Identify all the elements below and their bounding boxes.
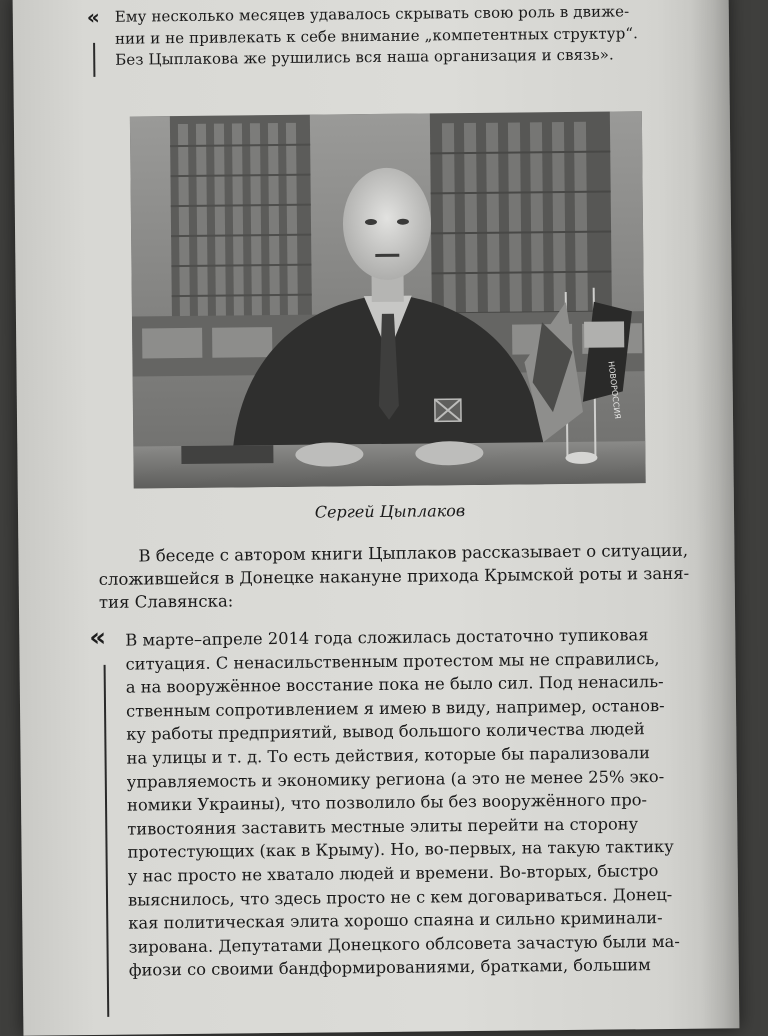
- photo-caption: Сергей Цыплаков: [314, 501, 466, 522]
- quote-line: Ему несколько месяцев удавалось скрывать свою роль в движе-: [114, 2, 630, 26]
- portrait-photo: [130, 111, 646, 488]
- paragraph-line: сложившейся в Донецке накануне прихода Крымской роты и заня-: [98, 563, 690, 589]
- quote-line: нии и не привлекать к себе внимание „компетентных структур“.: [114, 23, 639, 48]
- paragraph-line: тия Славянска:: [98, 591, 234, 612]
- quote-line: на улицы и т. д. То есть действия, которые бы парализовали: [126, 743, 650, 768]
- quote-mark-icon: «: [89, 622, 107, 654]
- quote-line: управляемость и экономику региона (а это не менее 25% эко-: [126, 766, 665, 792]
- quote-line: протестующих (как в Крыму). Но, во-первых, на такую тактику: [127, 837, 674, 862]
- quote-line: В марте–апреле 2014 года сложилась достаточно тупиковая: [125, 625, 649, 650]
- quote-rule: [93, 43, 95, 77]
- quote-line: ку работы предприятий, вывод большого количества людей: [126, 719, 645, 745]
- flag-text: НОВОРОССИЯ: [606, 360, 623, 420]
- quote-line: у нас просто не хватало людей и времени. Во-вторых, быстро: [127, 861, 659, 886]
- main-quote-block: [89, 622, 685, 983]
- quote-line: тивостояния заставить местные элиты перейти на сторону: [127, 814, 639, 839]
- book-page: [13, 0, 740, 1036]
- quote-line: номики Украины), что позволило бы без вооружённого про-: [126, 790, 648, 815]
- quote-mark-icon: «: [86, 4, 100, 30]
- quote-line: ситуация. С ненасильственным протестом мы не справились,: [125, 648, 660, 674]
- quote-rule: [104, 665, 110, 1017]
- quote-line: а на вооружённое восстание пока не было сил. Под ненасиль-: [125, 672, 664, 697]
- quote-line: фиози со своими бандформированиями, братками, большим: [128, 955, 651, 980]
- quote-line: Без Цыплакова же рушились вся наша организация и связь».: [115, 45, 614, 69]
- top-quote-block: [86, 1, 676, 71]
- quote-line: выяснилось, что здесь просто не с кем договариваться. Донец-: [127, 884, 673, 910]
- body-paragraph: [98, 539, 690, 614]
- quote-line: ственным сопротивлением я имею в виду, например, останов-: [125, 695, 665, 721]
- page-edge-shadow: [691, 0, 740, 1029]
- portrait-photo-image: [130, 111, 646, 488]
- paragraph-line: В беседе с автором книги Цыплаков рассказывает о ситуации,: [138, 540, 689, 566]
- quote-line: зирована. Депутатами Донецкого облсовета зачастую были ма-: [128, 931, 680, 957]
- quote-line: кая политическая элита хорошо спаяна и сильно криминали-: [128, 908, 663, 933]
